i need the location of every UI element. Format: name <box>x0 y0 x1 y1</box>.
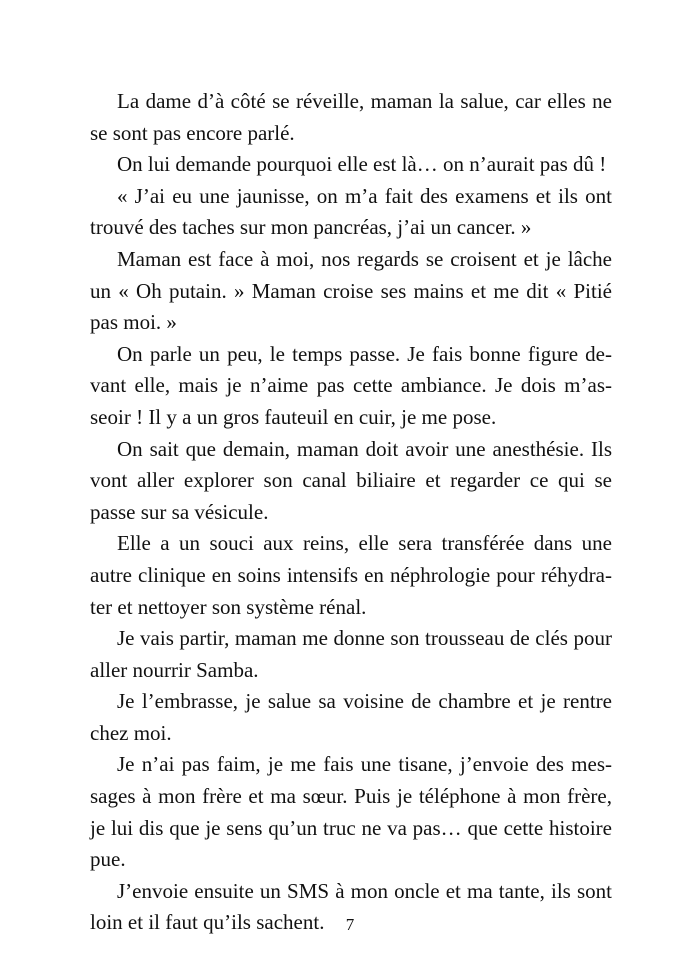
body-text <box>90 86 612 939</box>
paragraph: On parle un peu, le temps passe. Je fais bonne figure devant elle, mais je n’aime pas cette ambiance. Je dois m’asseoir ! Il y a un gros fauteuil en cuir, je me pose. <box>90 341 612 429</box>
paragraph: La dame d’à côté se réveille, maman la salue, car elles ne se sont pas encore parlé. <box>90 89 612 145</box>
paragraph: Je l’embrasse, je salue sa voisine de chambre et je rentre chez moi. <box>90 689 612 745</box>
paragraph: « J’ai eu une jaunisse, on m’a fait des examens et ils ont trouvé des taches sur mon pancréas, j’ai un cancer. » <box>90 183 612 240</box>
paragraph: Maman est face à moi, nos regards se croisent et je lâche un « Oh putain. » Maman croise ses mains et me dit « Pitié pas moi. » <box>90 246 612 335</box>
paragraph: On sait que demain, maman doit avoir une anesthésie. Ils vont aller explorer son canal biliaire et regarder ce qui se passe sur sa vésicule. <box>90 436 612 524</box>
paragraph: Je vais partir, maman me donne son trousseau de clés pour aller nourrir Samba. <box>90 626 612 682</box>
paragraph: Elle a un souci aux reins, elle sera transférée dans une autre clinique en soins intensifs en néphrologie pour réhydrater et nettoyer son système rénal. <box>90 531 612 619</box>
paragraph: On lui demande pourquoi elle est là… on n’aurait pas dû ! <box>117 152 607 177</box>
paragraph: J’envoie ensuite un SMS à mon oncle et ma tante, ils sont loin et il faut qu’ils sachent. <box>90 878 612 935</box>
page-number: 7 <box>345 915 355 934</box>
paragraph: Je n’ai pas faim, je me fais une tisane, j’envoie des messages à mon frère et ma sœur. Puis je téléphone à mon frère, je lui dis que je sens qu’un truc ne va pas… que cette histoire pue. <box>90 752 612 872</box>
